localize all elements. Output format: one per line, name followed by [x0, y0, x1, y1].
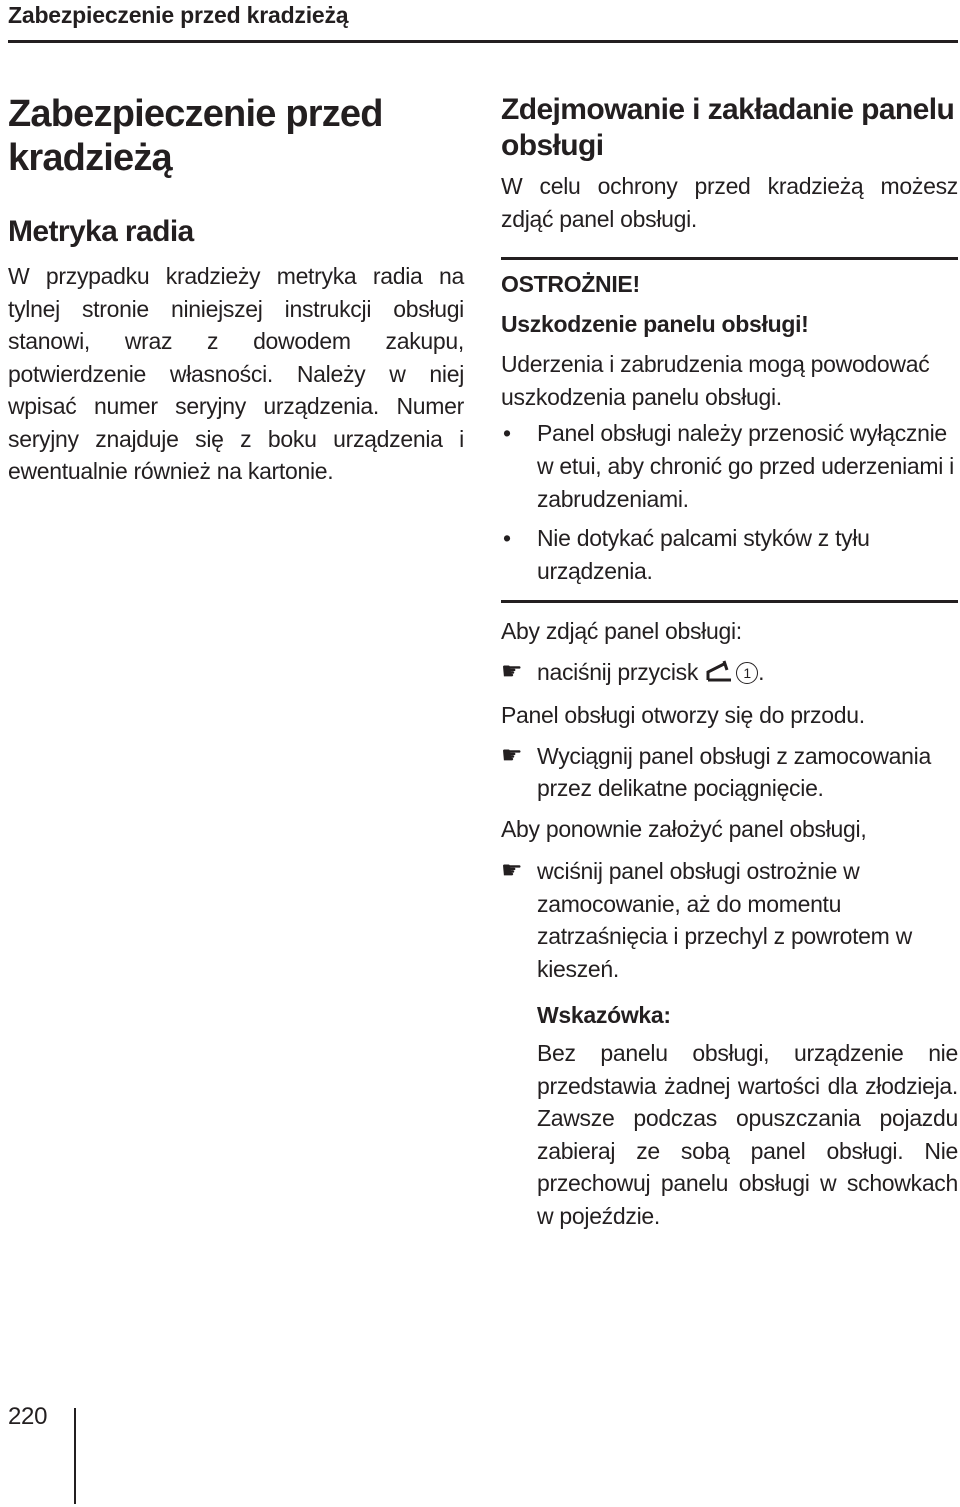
- metryka-paragraph: W przypadku kradzieży metryka radia na tylnej stronie niniejszej instrukcji obsługi stanowi, wraz z dowodem zakupu, potwierdzenie własności. Należy w niej wpisać numer seryjny urządzenia. Numer seryjny znajduje się z boku urządzenia i ewentualnie również na kartonie.: [8, 263, 464, 484]
- chapter-title-line2: kradzieżą: [8, 137, 172, 179]
- warning-label: OSTROŻNIE!: [501, 271, 640, 297]
- pointing-hand-icon: ☛: [501, 857, 523, 884]
- section-title-panel: Zdejmowanie i zakładanie panelu obsługi: [501, 93, 955, 162]
- attach-intro: Aby ponownie założyć panel obsługi,: [501, 815, 867, 842]
- header-rule: [8, 40, 958, 43]
- step-insert-panel: [501, 855, 958, 985]
- result-panel-opens: Panel obsługi otworzy się do przodu.: [501, 702, 865, 728]
- bullet-dot-icon: •: [503, 420, 511, 446]
- chapter-title: [8, 92, 464, 180]
- warning-bullet-text: Panel obsługi należy przenosić wyłącznie w etui, aby chronić go przed uderzeniami i zabrudzeniami.: [537, 420, 954, 512]
- remove-intro: Aby zdjąć panel obsługi:: [501, 618, 742, 644]
- warning-bottom-rule: [501, 600, 958, 603]
- note-label: Wskazówka:: [537, 1002, 671, 1028]
- panel-release-icon: [704, 659, 734, 692]
- step-insert-text: wciśnij panel obsługi ostrożnie w zamocowanie, aż do momentu zatrzaśnięcia i przechyl z powrotem w kieszeń.: [537, 858, 912, 982]
- step-press-end: .: [758, 658, 765, 685]
- chapter-title-line1: Zabezpieczenie przed: [8, 93, 383, 135]
- warning-box: [501, 260, 958, 588]
- callout-number: 1: [736, 662, 758, 684]
- pointing-hand-icon: ☛: [501, 741, 523, 769]
- warning-bullet-text: Nie dotykać palcami styków z tyłu urządzenia.: [537, 525, 870, 584]
- section-title-metryka: Metryka radia: [8, 215, 194, 248]
- pointing-hand-icon: ☛: [501, 657, 523, 685]
- footer-rule: [74, 1408, 76, 1504]
- step-pull-panel: [501, 740, 958, 805]
- running-header: Zabezpieczenie przed kradzieżą: [8, 2, 349, 28]
- right-column: [501, 92, 958, 1232]
- bullet-dot-icon: •: [503, 525, 511, 551]
- note-text: Bez panelu obsługi, urządzenie nie przedstawia żadnej wartości dla złodzieja. Zawsze podczas opuszczania pojazdu zabieraj ze sobą panel obsługi. Nie przechowuj panelu obsługi w schowkach w pojeździe.: [537, 1040, 958, 1229]
- warning-bullet: [501, 417, 958, 516]
- left-column: [8, 92, 464, 488]
- page-number: 220: [8, 1403, 48, 1430]
- note-block: [501, 999, 958, 1232]
- step-press-button: [501, 656, 958, 692]
- warning-bullet: [501, 522, 958, 588]
- panel-intro: W celu ochrony przed kradzieżą możesz zdjąć panel obsługi.: [501, 173, 958, 232]
- step-press-text: naciśnij przycisk: [537, 658, 699, 685]
- warning-text: Uderzenia i zabrudzenia mogą powodować uszkodzenia panelu obsługi.: [501, 351, 930, 410]
- warning-title: Uszkodzenie panelu obsługi!: [501, 311, 809, 337]
- step-pull-text: Wyciągnij panel obsługi z zamocowania przez delikatne pociągnięcie.: [537, 742, 931, 801]
